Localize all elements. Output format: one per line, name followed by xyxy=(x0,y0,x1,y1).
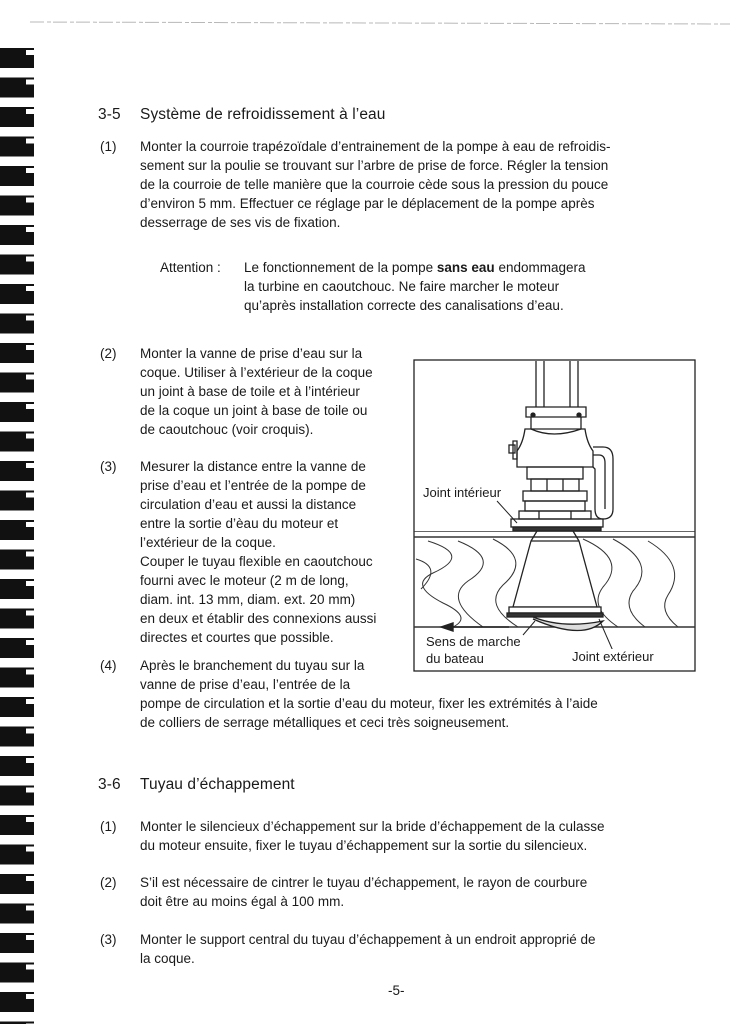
binding-notch xyxy=(26,375,36,380)
binding-notch xyxy=(26,345,36,350)
text-line: d’environ 5 mm. Effectuer ce réglage par le déplacement de la pompe après xyxy=(140,196,595,211)
binding-notch xyxy=(26,699,36,704)
valve-drawing xyxy=(413,359,696,672)
text-line: circulation d’eau et aussi la distance xyxy=(140,497,357,512)
section-number: 3-5 xyxy=(98,106,121,123)
section-title: Système de refroidissement à l’eau xyxy=(140,106,386,123)
binding-notch xyxy=(26,611,36,616)
attention-label: Attention : xyxy=(160,260,221,275)
text-line: Couper le tuyau flexible en caoutchouc xyxy=(140,554,373,569)
paragraph-hose-cutting xyxy=(140,457,412,647)
intake-valve-diagram xyxy=(413,359,696,672)
paragraph-central-support xyxy=(140,930,700,968)
text-line: Après le branchement du tuyau sur la xyxy=(140,658,365,673)
text-fragment: Le fonctionnement de la pompe xyxy=(244,260,437,275)
paragraph-belt-tension xyxy=(140,137,700,232)
paragraph-hose-clamps-start xyxy=(140,656,412,694)
binding-notch xyxy=(26,522,36,527)
binding-notch xyxy=(26,788,36,793)
text-line: directes et courtes que possible. xyxy=(140,630,334,645)
binding-notch xyxy=(26,729,36,734)
binding-notch xyxy=(26,552,36,557)
text-line: diam. int. 13 mm, diam. ext. 20 mm) xyxy=(140,592,356,607)
paragraph-silencer xyxy=(140,817,700,855)
text-line: de colliers de serrage métalliques et ceci très soigneusement. xyxy=(140,715,510,730)
text-line: S’il est nécessaire de cintrer le tuyau d’échappement, le rayon de courbure xyxy=(140,875,588,890)
text-line: en deux et établir des connexions aussi xyxy=(140,611,377,626)
text-line: coque. Utiliser à l’extérieur de la coque xyxy=(140,365,373,380)
binding-notch xyxy=(26,50,36,55)
text-line: doit être au moins égal à 100 mm. xyxy=(140,894,345,909)
text-line: fourni avec le moteur (2 m de long, xyxy=(140,573,349,588)
binding-notch xyxy=(26,198,36,203)
binding-notch xyxy=(26,493,36,498)
text-line: Monter le silencieux d’échappement sur la bride d’échappement de la culasse xyxy=(140,819,605,834)
scan-edge-line xyxy=(30,18,730,28)
section-title: Tuyau d’échappement xyxy=(140,776,295,793)
item-number: (3) xyxy=(100,459,117,474)
binding-notch xyxy=(26,286,36,291)
text-line: Monter la courroie trapézoïdale d’entrainement de la pompe à eau de refroidis- xyxy=(140,139,611,154)
binding-notch xyxy=(26,965,36,970)
paragraph-bend-radius xyxy=(140,873,700,911)
text-line: desserrage de ses vis de fixation. xyxy=(140,215,341,230)
text-line: un joint à base de toile et à l’intérieur xyxy=(140,384,360,399)
binding-notch xyxy=(26,80,36,85)
section-number: 3-6 xyxy=(98,776,121,793)
item-number: (2) xyxy=(100,346,117,361)
text-line: de la coque un joint à base de toile ou xyxy=(140,403,368,418)
binding-notch xyxy=(26,906,36,911)
text-line: Monter la vanne de prise d’eau sur la xyxy=(140,346,363,361)
item-number: (2) xyxy=(100,875,117,890)
text-fragment: endommagera xyxy=(494,260,586,275)
attention-line-2: la turbine en caoutchouc. Ne faire marcher le moteur xyxy=(244,279,560,294)
text-line: Monter le support central du tuyau d’échappement à un endroit approprié de xyxy=(140,932,596,947)
label-outer-joint: Joint extérieur xyxy=(572,649,654,664)
paragraph-hose-clamps-end xyxy=(140,694,700,732)
item-number: (4) xyxy=(100,658,117,673)
item-number: (3) xyxy=(100,932,117,947)
binding-notch xyxy=(26,935,36,940)
spiral-binding xyxy=(0,0,36,1024)
item-number: (1) xyxy=(100,819,117,834)
section-3-6-heading xyxy=(98,776,295,794)
binding-notch xyxy=(26,581,36,586)
text-line: entre la sortie d’èau du moteur et xyxy=(140,516,339,531)
text-line: du moteur ensuite, fixer le tuyau d’échappement sur la sortie du silencieux. xyxy=(140,838,588,853)
binding-notch xyxy=(26,109,36,114)
item-number: (1) xyxy=(100,139,117,154)
text-line: prise d’eau et l’entrée de la pompe de xyxy=(140,478,366,493)
label-direction-line2: du bateau xyxy=(426,651,484,666)
text-line: sement sur la poulie se trouvant sur l’arbre de prise de force. Régler la tension xyxy=(140,158,609,173)
attention-text xyxy=(244,258,644,315)
binding-notch xyxy=(26,463,36,468)
binding-notch xyxy=(26,847,36,852)
binding-notch xyxy=(26,257,36,262)
binding-notch xyxy=(26,139,36,144)
binding-notch xyxy=(26,876,36,881)
binding-notch xyxy=(26,316,36,321)
text-line: de caoutchouc (voir croquis). xyxy=(140,422,314,437)
binding-notch xyxy=(26,758,36,763)
binding-notch xyxy=(26,227,36,232)
paragraph-intake-valve xyxy=(140,344,412,439)
text-line: de la courroie de telle manière que la courroie cède sous la pression du pouce xyxy=(140,177,609,192)
binding-notch xyxy=(26,670,36,675)
text-line: Mesurer la distance entre la vanne de xyxy=(140,459,366,474)
binding-notch xyxy=(26,404,36,409)
text-line: l’extérieur de la coque. xyxy=(140,535,276,550)
bold-text: sans eau xyxy=(436,260,495,275)
binding-notch xyxy=(26,168,36,173)
binding-notch xyxy=(26,434,36,439)
binding-notch xyxy=(26,817,36,822)
attention-line-3: qu’après installation correcte des canalisations d’eau. xyxy=(244,298,564,313)
text-line: la coque. xyxy=(140,951,195,966)
text-line: vanne de prise d’eau, l’entrée de la xyxy=(140,677,351,692)
section-3-5-heading xyxy=(98,106,386,124)
attention-line-1 xyxy=(244,258,644,277)
text-line: pompe de circulation et la sortie d’eau du moteur, fixer les extrémités à l’aide xyxy=(140,696,598,711)
page-number: -5- xyxy=(388,983,405,998)
binding-notch xyxy=(26,994,36,999)
binding-notch xyxy=(26,640,36,645)
label-direction-line1: Sens de marche xyxy=(426,634,521,649)
label-inner-joint: Joint intérieur xyxy=(423,485,502,500)
